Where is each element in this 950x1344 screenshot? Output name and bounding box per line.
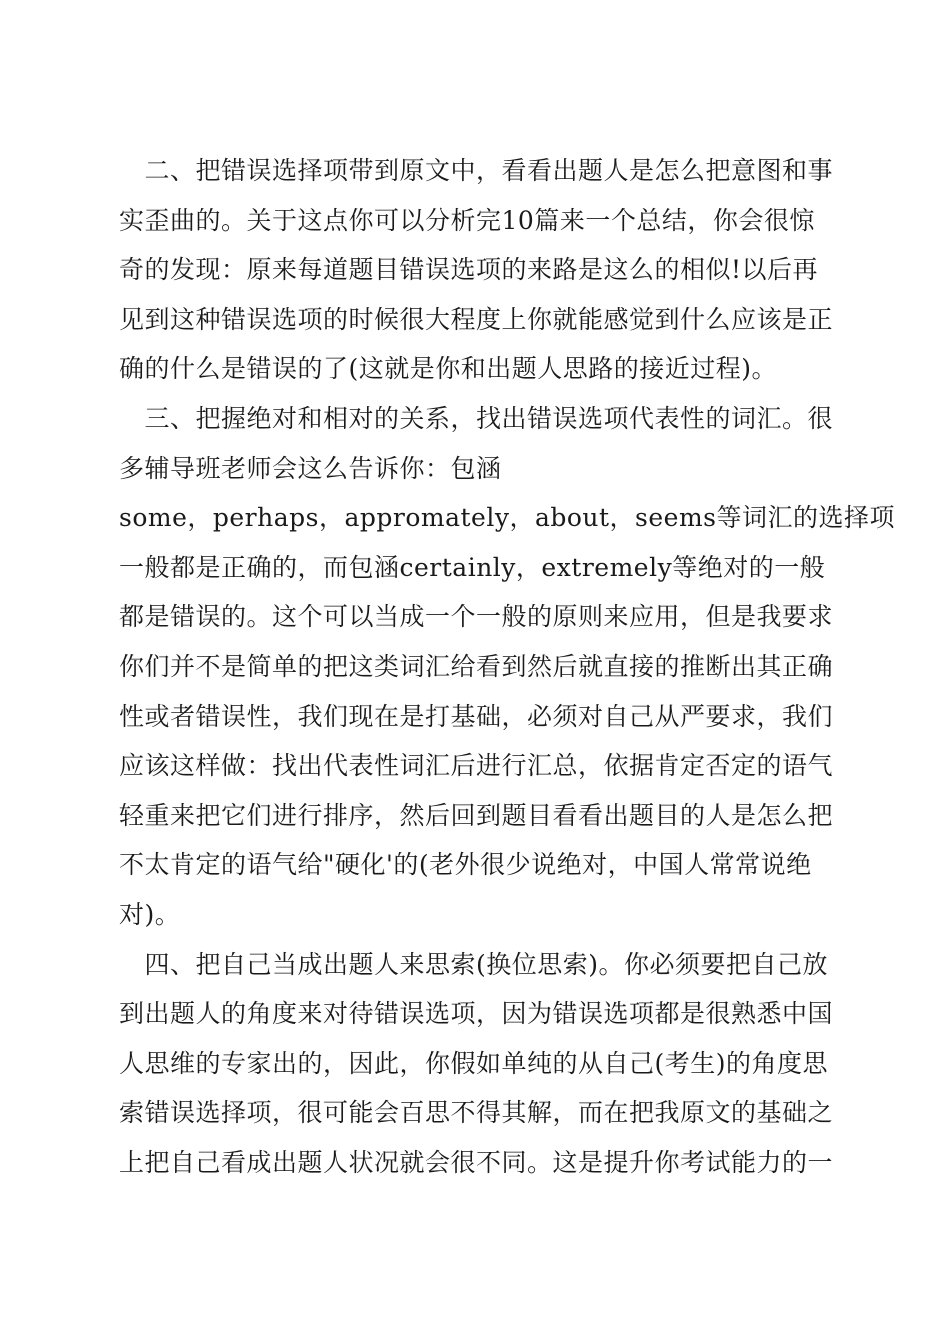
text-line: 见到这种错误选项的时候很大程度上你就能感觉到什么应该是正 [119, 304, 834, 334]
text-line: 对)。 [119, 899, 181, 929]
text-line: 性或者错误性，我们现在是打基础，必须对自己从严要求，我们 [119, 701, 834, 731]
text-line: 二、把错误选择项带到原文中，看看出题人是怎么把意图和事 [119, 156, 834, 185]
text-line: 你们并不是简单的把这类词汇给看到然后就直接的推断出其正确 [119, 651, 834, 681]
text-line: 索错误选择项，很可能会百思不得其解，而在把我原文的基础之 [119, 1098, 834, 1128]
text-line: 不太肯定的语气给"硬化'的(老外很少说绝对，中国人常常说绝 [119, 850, 812, 880]
text-line: 轻重来把它们进行排序，然后回到题目看看出题目的人是怎么把 [119, 800, 834, 830]
text-line: 到出题人的角度来对待错误选项，因为错误选项都是很熟悉中国 [119, 999, 834, 1029]
text-line: 应该这样做：找出代表性词汇后进行汇总，依据肯定否定的语气 [119, 751, 834, 781]
text-line: 实歪曲的。关于这点你可以分析完10篇来一个总结，你会很惊 [119, 205, 815, 235]
text-line: 奇的发现：原来每道题目错误选项的来路是这么的相似!以后再 [119, 255, 819, 285]
text-line: 四、把自己当成出题人来思索(换位思索)。你必须要把自己放 [119, 949, 829, 979]
text-line: some，perhaps，appromately，about，seems等词汇的选择项 [119, 503, 896, 533]
text-line: 上把自己看成出题人状况就会很不同。这是提升你考试能力的一 [119, 1147, 834, 1177]
text-line: 确的什么是错误的了(这就是你和出题人思路的接近过程)。 [119, 354, 778, 384]
text-line: 三、把握绝对和相对的关系，找出错误选项代表性的词汇。很 [119, 403, 834, 433]
text-line: 一般都是正确的，而包涵certainly，extremely等绝对的一般 [119, 552, 826, 582]
text-line: 多辅导班老师会这么告诉你：包涵 [119, 453, 502, 483]
text-line: 人思维的专家出的，因此，你假如单纯的从自己(考生)的角度思 [119, 1048, 829, 1078]
body-text [119, 146, 896, 1187]
text-line: 都是错误的。这个可以当成一个一般的原则来应用，但是我要求 [119, 602, 834, 632]
